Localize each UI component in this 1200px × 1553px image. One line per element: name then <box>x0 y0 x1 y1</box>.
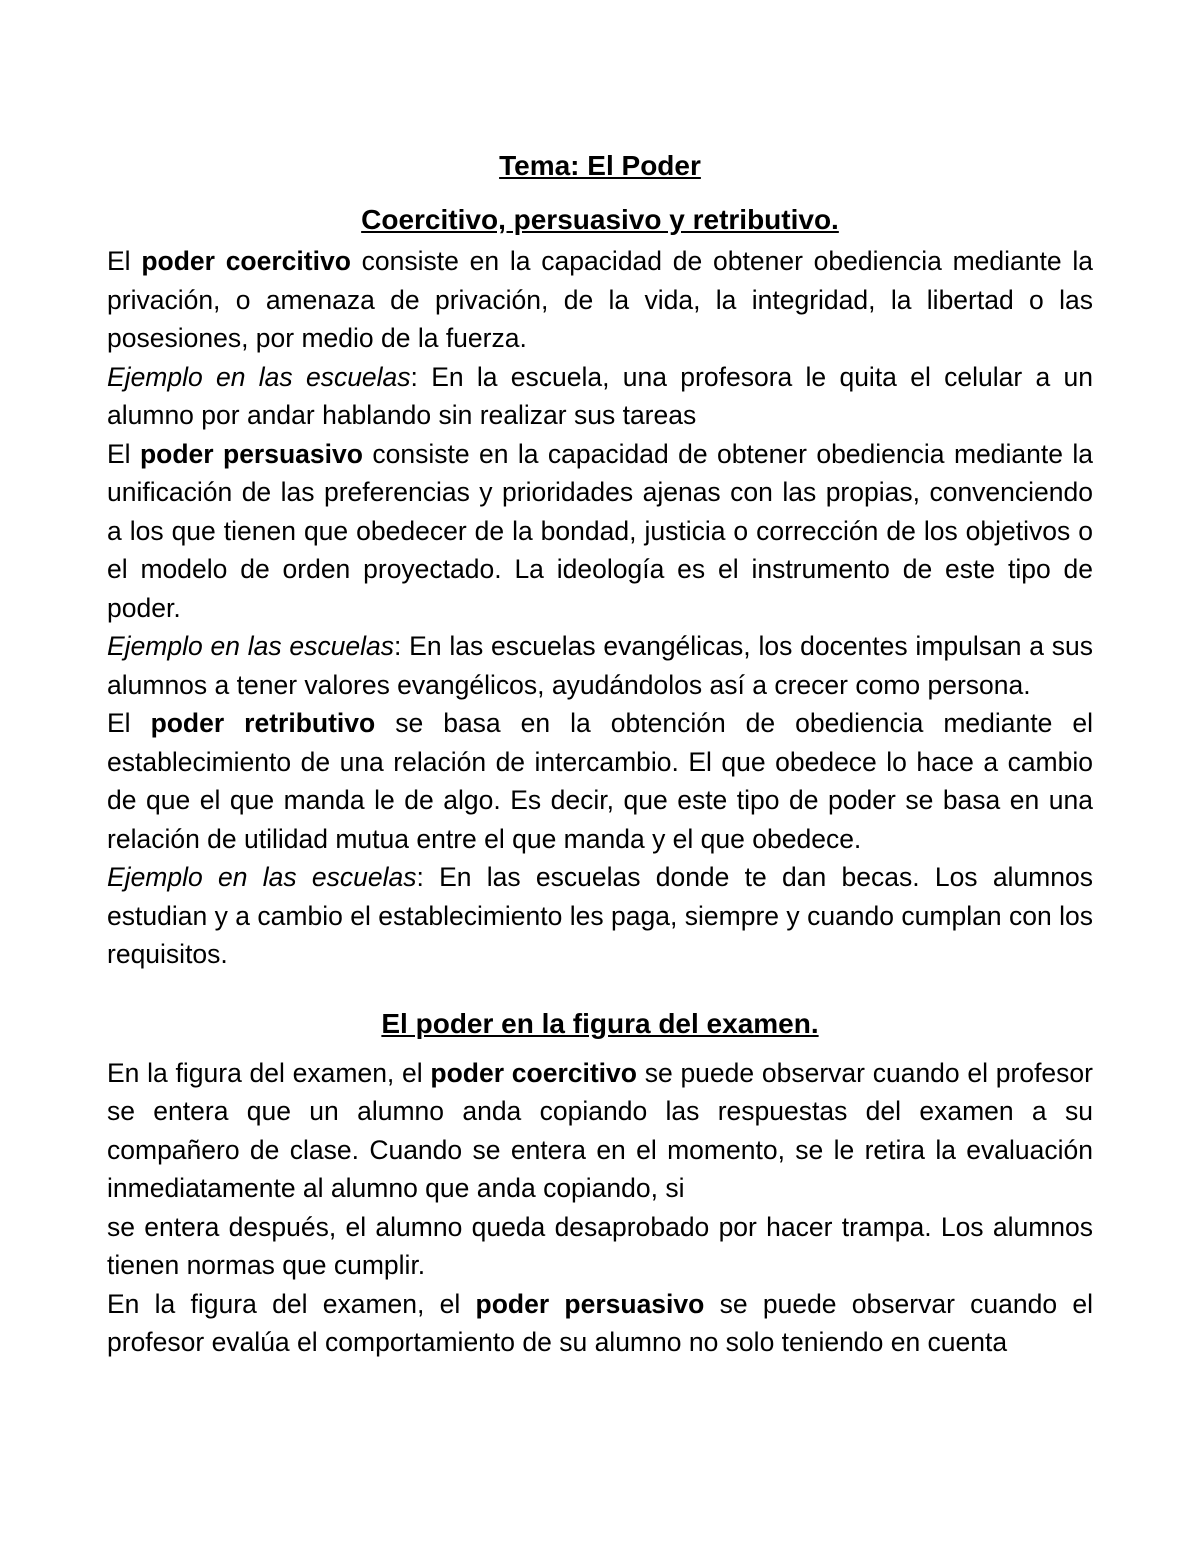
paragraph-body: se basa en la obtención de obediencia mediante el establecimiento de una relación de intercambio. El que obedece lo hace a cambio de que el que manda le de algo. Es decir, que este tipo de poder se basa en una relación de utilidad mutua entre el que manda y el que obedece. <box>107 708 1093 854</box>
term-poder-persuasivo: poder persuasivo <box>139 438 363 469</box>
term-poder-retributivo: poder retributivo <box>150 708 376 738</box>
paragraph-body: se puede observar cuando el profesor se entera que un alumno anda copiando las respuestas del examen a su compañero de clase. Cuando se entera en el momento, se le retira la evaluación inmediatamente al alumno que anda copiando, si <box>107 1057 1093 1203</box>
paragraph-ejemplo-1 <box>107 358 1093 435</box>
term-poder-coercitivo: poder coercitivo <box>430 1057 637 1088</box>
paragraph-prefix: El <box>107 708 151 738</box>
paragraph-prefix: En la figura del examen, el <box>107 1057 431 1088</box>
example-body: : En la escuela, una profesora le quita el celular a un alumno por andar hablando sin realizar sus tareas <box>107 361 1093 430</box>
example-body: : En las escuelas donde te dan becas. Los alumnos estudian y a cambio el establecimiento les paga, siempre y cuando cumplan con los requisitos. <box>107 862 1093 969</box>
section-title-examen: El poder en la figura del examen. <box>381 1007 819 1039</box>
example-label: Ejemplo en las escuelas <box>107 361 411 392</box>
paragraph-prefix: El <box>107 246 142 276</box>
term-poder-coercitivo: poder coercitivo <box>141 246 351 276</box>
paragraph-ejemplo-2 <box>107 627 1093 704</box>
paragraph-examen-continuacion: se entera después, el alumno queda desaprobado por hacer trampa. Los alumnos tienen normas que cumplir. <box>107 1211 1093 1280</box>
paragraph-persuasivo <box>107 435 1093 628</box>
page-subtitle: Coercitivo, persuasivo y retributivo. <box>361 204 839 235</box>
paragraph-retributivo <box>107 704 1093 858</box>
example-label: Ejemplo en las escuelas <box>107 862 417 892</box>
paragraph-body: se puede observar cuando el profesor evalúa el comportamiento de su alumno no solo teniendo en cuenta <box>107 1288 1093 1357</box>
paragraph-prefix: En la figura del examen, el <box>107 1288 476 1319</box>
paragraph-examen-persuasivo <box>107 1285 1093 1362</box>
paragraph-ejemplo-3 <box>107 858 1093 974</box>
paragraph-prefix: El <box>107 438 140 469</box>
paragraph-examen-coercitivo <box>107 1054 1093 1208</box>
paragraph-body: consiste en la capacidad de obtener obediencia mediante la unificación de las preferencias y prioridades ajenas con las propias, convenciendo a los que tienen que obedecer de la bondad, justicia o corrección de los objetivos o el modelo de orden proyectado. La ideología es el instrumento de este tipo de poder. <box>107 438 1093 623</box>
term-poder-persuasivo: poder persuasivo <box>475 1288 705 1319</box>
paragraph-body: consiste en la capacidad de obtener obediencia mediante la privación, o amenaza de privación, de la vida, la integridad, la libertad o las posesiones, por medio de la fuerza. <box>107 246 1093 353</box>
example-label: Ejemplo en las escuelas <box>107 631 395 661</box>
page-title: Tema: El Poder <box>499 150 701 181</box>
example-body: : En las escuelas evangélicas, los docentes impulsan a sus alumnos a tener valores evangélicos, ayudándolos así a crecer como persona. <box>107 631 1093 700</box>
paragraph-coercitivo <box>107 242 1093 358</box>
